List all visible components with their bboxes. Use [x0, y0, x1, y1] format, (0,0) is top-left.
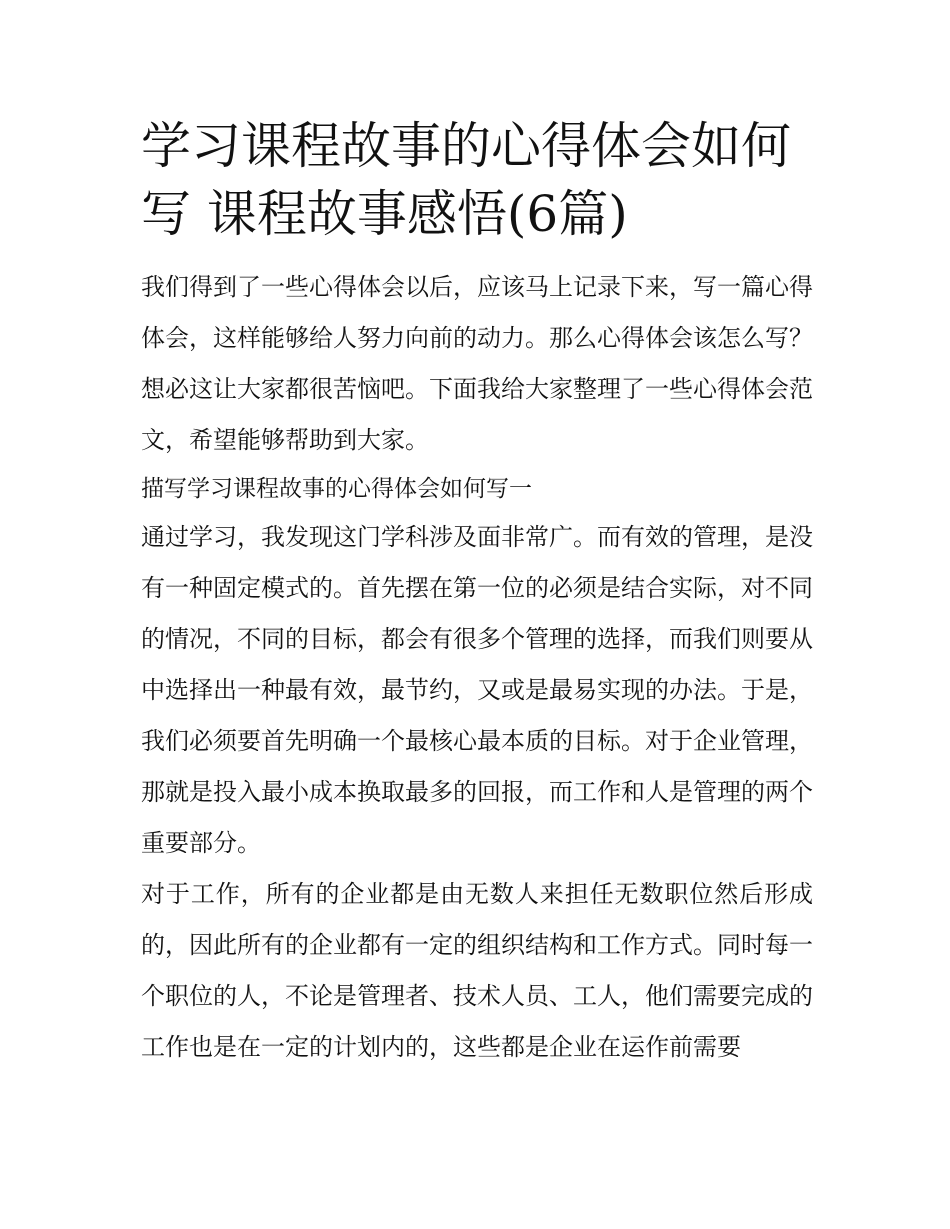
document-body [141, 262, 813, 1073]
intro-paragraph: 我们得到了一些心得体会以后，应该马上记录下来，写一篇心得体会，这样能够给人努力向前的动力。那么心得体会该怎么写？想必这让大家都很苦恼吧。下面我给大家整理了一些心得体会范文，希望能够帮助到大家。 [141, 273, 813, 454]
body-paragraph-1: 通过学习，我发现这门学科涉及面非常广。而有效的管理，是没有一种固定模式的。首先摆在第一位的必须是结合实际，对不同的情况，不同的目标，都会有很多个管理的选择，而我们则要从中选择出一种最有效，最节约，又或是最易实现的办法。于是，我们必须要首先明确一个最核心最本质的目标。对于企业管理，那就是投入最小成本换取最多的回报，而工作和人是管理的两个重要部分。 [141, 523, 813, 857]
document-title: 学习课程故事的心得体会如何写 课程故事感悟(6篇) [141, 117, 791, 243]
document-content [141, 112, 813, 1073]
section-heading: 描写学习课程故事的心得体会如何写一 [141, 476, 532, 502]
body-paragraph-2: 对于工作，所有的企业都是由无数人来担任无数职位然后形成的，因此所有的企业都有一定的组织结构和工作方式。同时每一个职位的人，不论是管理者、技术人员、工人，他们需要完成的工作也是在一定的计划内的，这些都是企业在运作前需要 [141, 880, 813, 1061]
